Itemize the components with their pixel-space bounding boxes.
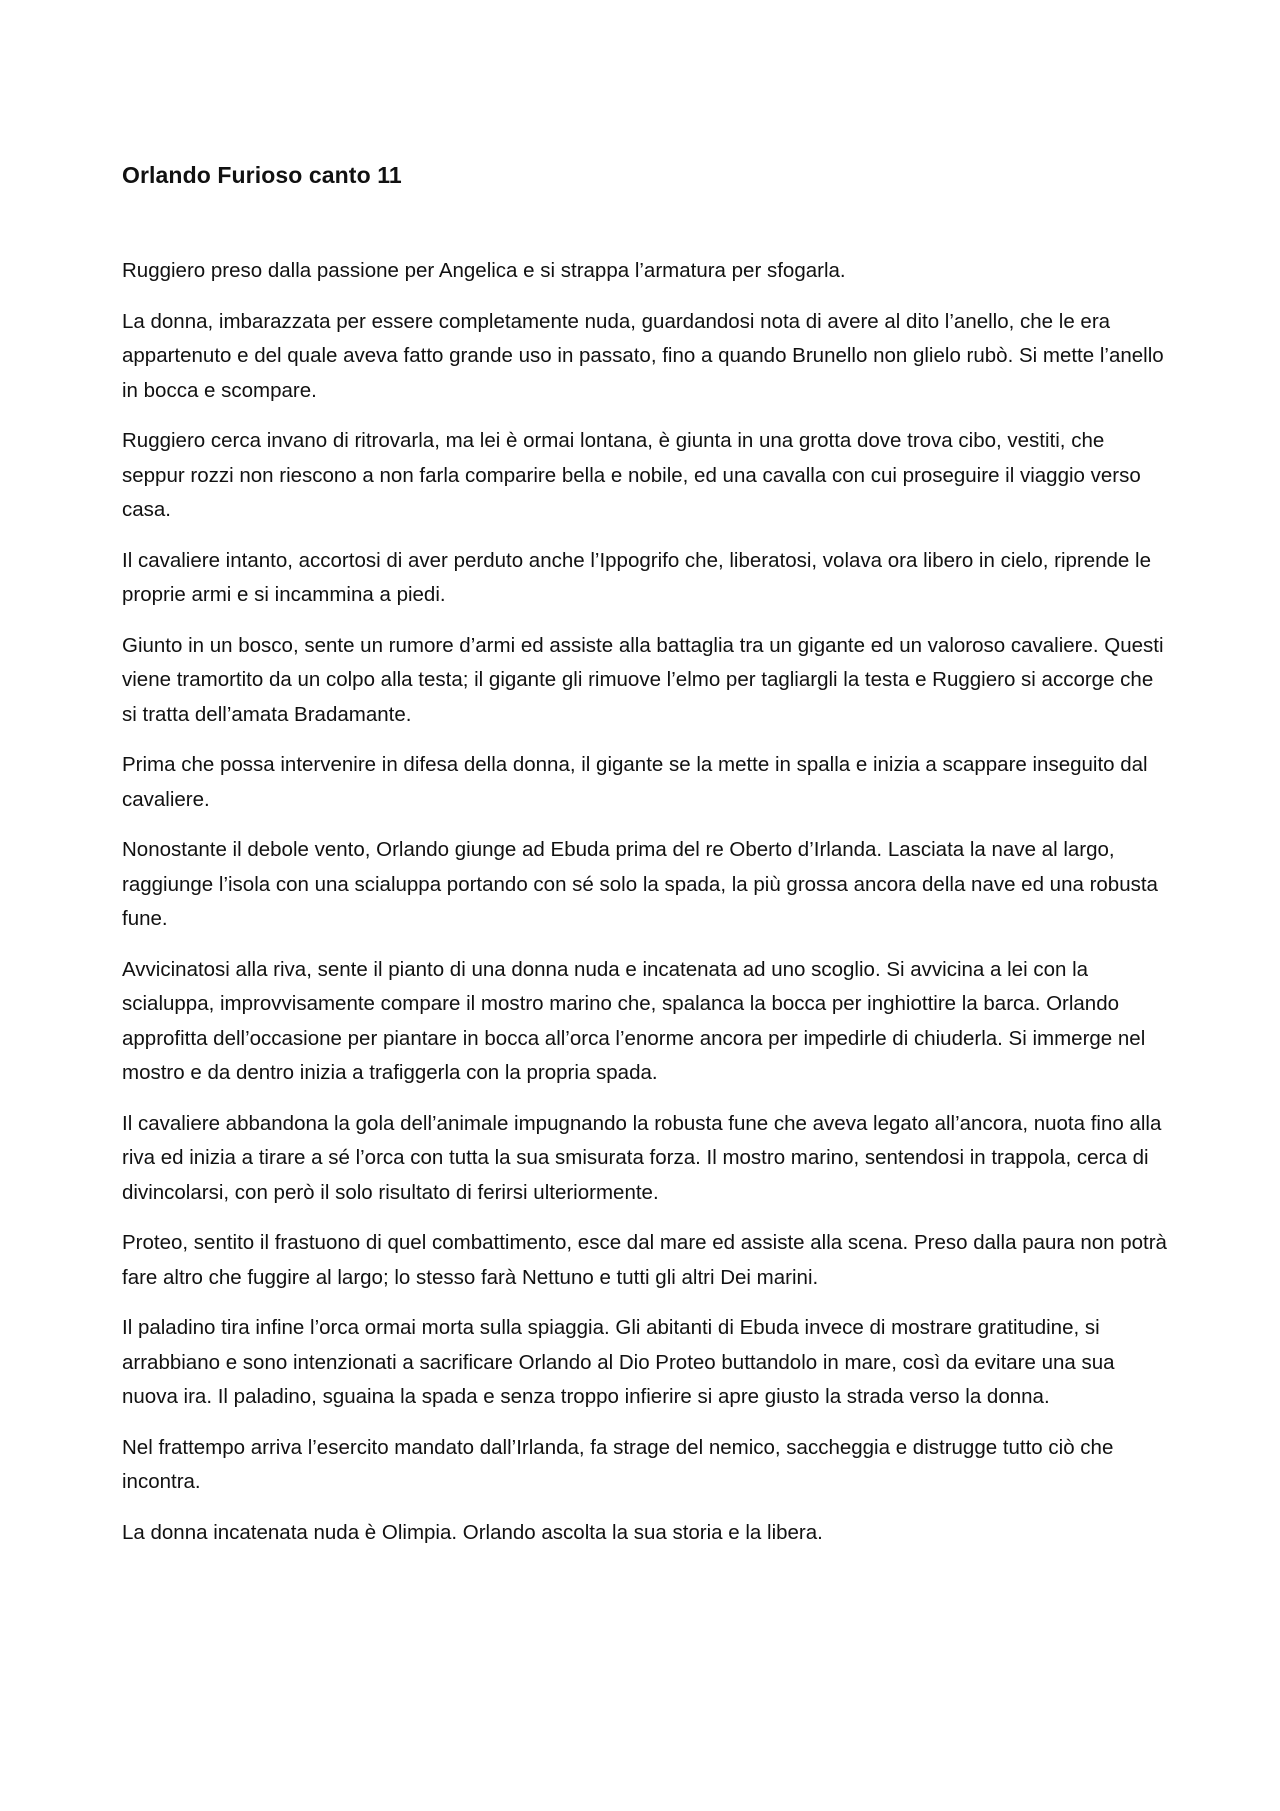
paragraph-3: Ruggiero cerca invano di ritrovarla, ma lei è ormai lontana, è giunta in una grotta dove trova cibo, vestiti, che seppur rozzi non riescono a non farla comparire bella e nobile, ed una cavalla con cui proseguire il viaggio verso casa. (122, 429, 1141, 521)
paragraph-13: La donna incatenata nuda è Olimpia. Orlando ascolta la sua storia e la libera. (122, 1520, 823, 1544)
paragraph-2: La donna, imbarazzata per essere completamente nuda, guardandosi nota di avere al dito l’anello, che le era appartenuto e del quale aveva fatto grande uso in passato, fino a quando Brunello non glielo rubò. Si mette l’anello in bocca e scompare. (122, 309, 1164, 402)
paragraph-7: Nonostante il debole vento, Orlando giunge ad Ebuda prima del re Oberto d’Irlanda. Lasciata la nave al largo, raggiunge l’isola con una scialuppa portando con sé solo la spada, la più grossa ancora della nave ed una robusta fune. (122, 838, 1158, 930)
paragraph-9: Il cavaliere abbandona la gola dell’animale impugnando la robusta fune che aveva legato all’ancora, nuota fino alla riva ed inizia a tirare a sé l’orca con tutta la sua smisurata forza. Il mostro marino, sentendosi in trappola, cerca di divincolarsi, con però il solo risultato di ferirsi ulteriormente. (122, 1111, 1162, 1204)
paragraph-12: Nel frattempo arriva l’esercito mandato dall’Irlanda, fa strage del nemico, saccheggia e distrugge tutto ciò che incontra. (122, 1435, 1114, 1493)
document-title: Orlando Furioso canto 11 (122, 162, 402, 188)
document-body (122, 158, 1172, 1566)
paragraph-6: Prima che possa intervenire in difesa della donna, il gigante se la mette in spalla e inizia a scappare inseguito dal cavaliere. (122, 753, 1148, 811)
paragraph-8: Avvicinatosi alla riva, sente il pianto di una donna nuda e incatenata ad uno scoglio. Si avvicina a lei con la scialuppa, improvvisamente compare il mostro marino che, spalanca la bocca per inghiottire la barca. Orlando approfitta dell’occasione per piantare in bocca all’orca l’enorme ancora per impedirle di chiuderla. Si immerge nel mostro e da dentro inizia a trafiggerla con la propria spada. (122, 957, 1146, 1084)
paragraph-4: Il cavaliere intanto, accortosi di aver perduto anche l’Ippogrifo che, liberatosi, volava ora libero in cielo, riprende le proprie armi e si incammina a piedi. (122, 548, 1151, 606)
paragraph-5: Giunto in un bosco, sente un rumore d’armi ed assiste alla battaglia tra un gigante ed un valoroso cavaliere. Questi viene tramortito da un colpo alla testa; il gigante gli rimuove l’elmo per tagliargli la testa e Ruggiero si accorge che si tratta dell’amata Bradamante. (122, 633, 1164, 726)
paragraph-11: Il paladino tira infine l’orca ormai morta sulla spiaggia. Gli abitanti di Ebuda invece di mostrare gratitudine, si arrabbiano e sono intenzionati a sacrificare Orlando al Dio Proteo buttandolo in mare, così da evitare una sua nuova ira. Il paladino, sguaina la spada e senza troppo infierire si apre giusto la strada verso la donna. (122, 1316, 1115, 1408)
paragraph-10: Proteo, sentito il frastuono di quel combattimento, esce dal mare ed assiste alla scena. Preso dalla paura non potrà fare altro che fuggire al largo; lo stesso farà Nettuno e tutti gli altri Dei marini. (122, 1231, 1167, 1289)
paragraph-1: Ruggiero preso dalla passione per Angelica e si strappa l’armatura per sfogarla. (122, 259, 846, 282)
